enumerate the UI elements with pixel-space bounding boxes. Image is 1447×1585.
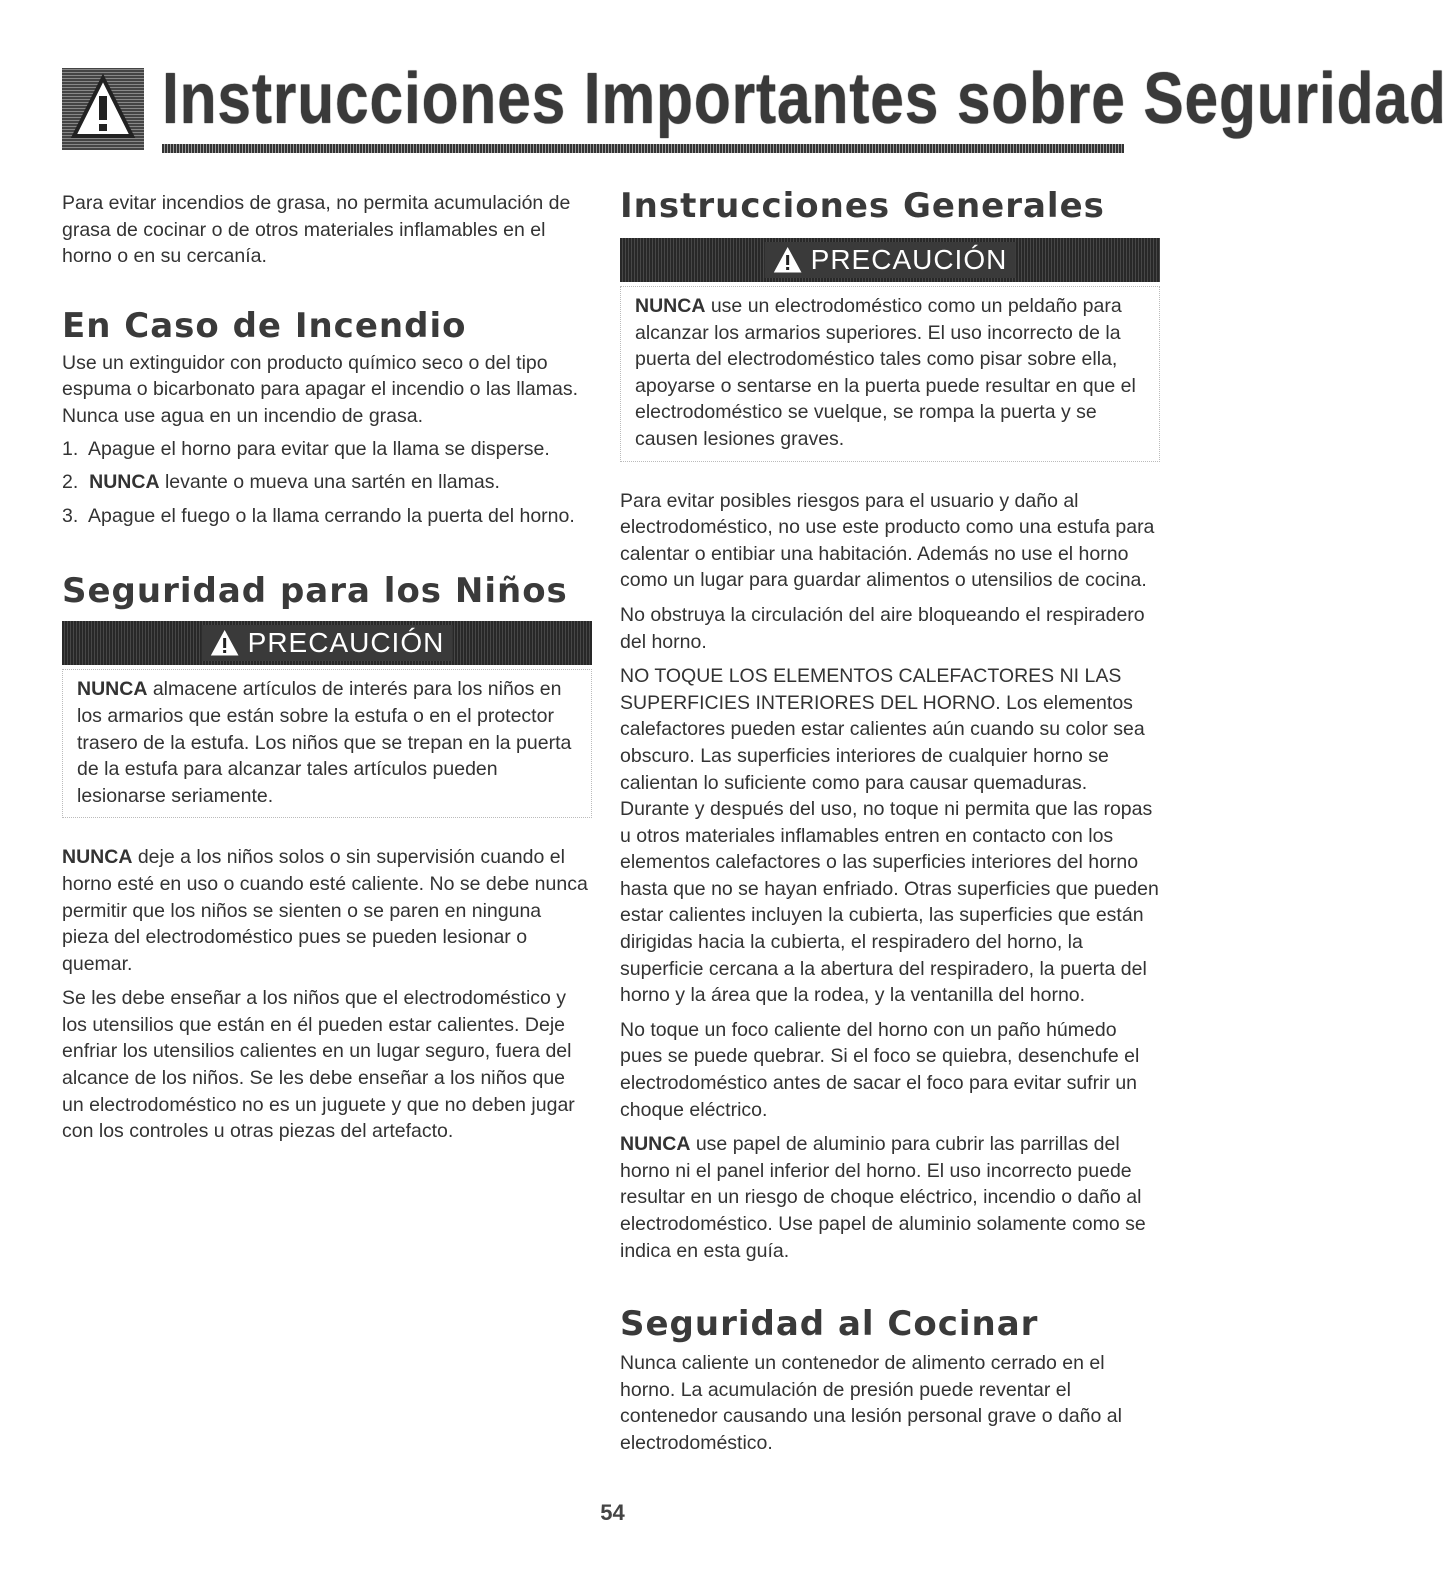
fire-section-title: En Caso de Incendio [62,305,467,346]
cooking-paragraph: Nunca caliente un contenedor de alimento cerrado en el horno. La acumulación de presión puede reventar el contenedor causando una lesión personal grave o daño al electrodoméstico. [620,1352,1122,1454]
page-header [62,59,1447,162]
fire-steps-list [62,436,592,530]
caution-text: NUNCA use un electrodoméstico como un peldaño para alcanzar los armarios superiores. El uso incorrecto de la puerta del electrodoméstico tales como pisar sobre ella, apoyarse o sentarse en la puerta puede resultar en que el electrodoméstico se vuelque, se rompa la puerta y se causen lesiones graves. [635,295,1136,450]
title-underline [162,144,1124,153]
caution-banner [620,238,1160,282]
children-section-title: Seguridad para los Niños [62,571,568,612]
children-paragraph-2: Se les debe enseñar a los niños que el electrodoméstico y los utensilios que están en él pueden estar calientes. Deje enfriar los utensilios calientes en un lugar seguro, fuera del alcance de los niños. Se les debe enseñar a los niños que un electrodoméstico no es un juguete y que no deben jugar con los controles u otras piezas del artefacto. [62,987,575,1143]
grease-fire-intro: Para evitar incendios de grasa, no permita acumulación de grasa de cocinar o de otros materiales inflamables en el horno o en su cercanía. [62,192,571,268]
warning-triangle-icon [62,68,144,150]
children-paragraph-1: NUNCA deje a los niños solos o sin supervisión cuando el horno esté en uso o cuando esté caliente. No se debe nunca permitir que los niños se sienten o se paren en ninguna pieza del electrodoméstico pues se pueden lesionar o quemar. [62,846,588,975]
caution-banner [62,621,592,665]
right-column [620,186,1160,1457]
caution-text: NUNCA almacene artículos de interés para los niños en los armarios que están sobre la estufa o en el protector trasero de la estufa. Los niños que se trepan en la puerta de la estufa para alcanzar tales artículos pueden lesionarse seriamente. [77,678,572,807]
page-number: 54 [600,1500,625,1525]
cooking-section-title: Seguridad al Cocinar [620,1304,1039,1345]
general-paragraph-1: Para evitar posibles riesgos para el usuario y daño al electrodoméstico, no use este producto como una estufa para calentar o entibiar una habitación. Además no use el horno como un lugar para guardar alimentos o utensilios de cocina. [620,489,1155,592]
general-section-title: Instrucciones Generales [620,186,1105,226]
caution-text-box [620,286,1160,462]
list-item: 3. Apague el fuego o la llama cerrando la puerta del horno. [62,504,575,527]
caution-text-box [62,669,592,818]
general-paragraph-5: NUNCA use papel de aluminio para cubrir las parrillas del horno ni el panel inferior del horno. El uso incorrecto puede resultar en un riesgo de choque eléctrico, incendio o daño al electrodoméstico. Use papel de aluminio solamente como se indica en esta guía. [620,1133,1146,1262]
list-item: 1. Apague el horno para evitar que la llama se disperse. [62,437,550,460]
left-column [62,190,592,1145]
general-paragraph-2: No obstruya la circulación del aire bloqueando el respiradero del horno. [620,603,1145,653]
list-item: 2. NUNCA levante o mueva una sartén en llamas. [62,471,500,494]
page-title: Instrucciones Importantes sobre Seguridad [162,59,1447,139]
caution-label: PRECAUCIÓN [247,627,445,659]
general-paragraph-4: No toque un foco caliente del horno con un paño húmedo pues se puede quebrar. Si el foco se quiebra, desenchufe el electrodoméstico antes de sacar el foco para evitar sufrir un choque eléctrico. [620,1018,1140,1121]
warning-triangle-icon [773,246,803,274]
general-paragraph-3: NO TOQUE LOS ELEMENTOS CALEFACTORES NI LAS SUPERFICIES INTERIORES DEL HORNO. Los elementos calefactores pueden estar calientes aún cuando su color sea obscuro. Las superficies interiores de cualquier horno se calientan lo suficiente como para causar quemaduras. Durante y después del uso, no toque ni permita que las ropas u otros materiales inflamables entren en contacto con los elementos calefactores o las superficies interiores del horno hasta que no se hayan enfriado. Otras superficies que pueden estar calientes incluyen la cubierta, las superficies que están dirigidas hacia la cubierta, el respiradero del horno, la superficie cercana a la abertura del respiradero, la puerta del horno y la área que la rodea, y la ventanilla del horno. [620,665,1159,1007]
caution-label: PRECAUCIÓN [810,244,1008,275]
warning-triangle-icon [210,629,240,657]
fire-section-body: Use un extinguidor con producto químico seco o del tipo espuma o bicarbonato para apagar el incendio o las llamas. Nunca use agua en un incendio de grasa. [62,351,578,427]
